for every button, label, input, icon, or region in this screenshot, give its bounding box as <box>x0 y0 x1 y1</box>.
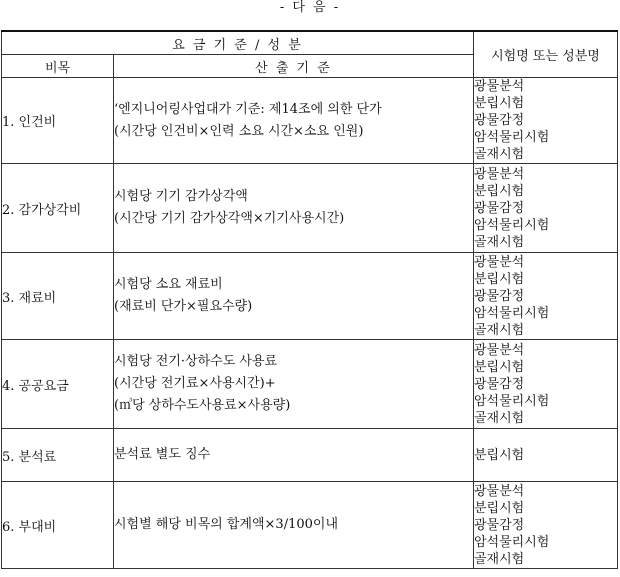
row-item: 5. 분석료 <box>2 429 114 482</box>
table-row <box>2 78 618 164</box>
test-name: 광물분석 <box>474 483 525 499</box>
fee-standard-table <box>1 30 618 569</box>
test-name: 광물감정 <box>474 376 525 392</box>
test-name: 골재시험 <box>474 147 525 162</box>
header-row-group <box>2 31 618 55</box>
test-name: 분립시험 <box>474 500 525 516</box>
row-basis <box>114 482 474 569</box>
test-name: 골재시험 <box>474 322 525 338</box>
test-name: 광물감정 <box>474 288 525 304</box>
test-name: 분립시험 <box>474 183 525 199</box>
test-name: 광물분석 <box>474 342 525 358</box>
row-basis <box>114 164 474 253</box>
test-name: 분립시험 <box>474 359 525 375</box>
test-name: 광물분석 <box>474 166 525 182</box>
test-name: 분립시험 <box>474 447 525 463</box>
row-item: 2. 감가상각비 <box>2 164 114 253</box>
basis-line: 시험당 소요 재료비 <box>114 277 223 292</box>
row-basis <box>114 429 474 482</box>
table-row <box>2 340 618 429</box>
basis-line: 시험당 전기·상하수도 사용료 <box>114 354 278 369</box>
test-name: 광물감정 <box>474 113 525 128</box>
test-name: 암석물리시험 <box>474 305 550 321</box>
basis-line: (시간당 기기 감가상각액×기기사용시간) <box>114 211 345 226</box>
test-name: 광물감정 <box>474 517 525 533</box>
test-name: 골재시험 <box>474 551 525 567</box>
table-row <box>2 253 618 340</box>
basis-line: (시간당 인건비×인력 소요 시간×소요 인원) <box>114 123 364 139</box>
table-row <box>2 164 618 253</box>
row-basis <box>114 253 474 340</box>
basis-line: 분석료 별도 징수 <box>114 447 211 462</box>
test-name: 광물분석 <box>474 254 525 270</box>
table-row <box>2 429 618 482</box>
test-name: 암석물리시험 <box>474 393 550 409</box>
test-name: 분립시험 <box>474 271 525 287</box>
basis-line: ‘엔지니어링사업대가 기준: 제14조에 의한 단가 <box>114 101 382 117</box>
row-basis <box>114 340 474 429</box>
header-item: 비목 <box>2 55 114 78</box>
row-tests <box>474 429 618 482</box>
test-name: 광물감정 <box>474 200 525 216</box>
row-basis <box>114 78 474 164</box>
row-item: 1. 인건비 <box>2 78 114 164</box>
test-name: 골재시험 <box>474 410 525 426</box>
test-name: 광물분석 <box>474 79 525 94</box>
test-name: 암석물리시험 <box>474 217 550 233</box>
row-item: 6. 부대비 <box>2 482 114 569</box>
test-name: 암석물리시험 <box>474 534 550 550</box>
table-row <box>2 482 618 569</box>
basis-line: 시험당 기기 감가상각액 <box>114 189 248 204</box>
row-item: 3. 재료비 <box>2 253 114 340</box>
test-name: 암석물리시험 <box>474 130 550 145</box>
row-item: 4. 공공요금 <box>2 340 114 429</box>
basis-line: (시간당 전기료×사용시간)+ <box>114 376 276 391</box>
test-name: 분립시험 <box>474 96 525 111</box>
row-tests <box>474 78 618 164</box>
row-tests <box>474 340 618 429</box>
basis-line: (㎥당 상하수도사용료×사용량) <box>114 398 291 413</box>
row-tests <box>474 164 618 253</box>
test-name: 골재시험 <box>474 234 525 250</box>
header-fee-standard: 요 금 기 준 / 성 분 <box>2 31 474 55</box>
row-tests <box>474 253 618 340</box>
header-test-name: 시험명 또는 성분명 <box>474 31 618 78</box>
document-caption: - 다 음 - <box>279 0 341 15</box>
basis-line: 시험별 해당 비목의 합계액×3/100이내 <box>114 517 339 532</box>
basis-line: (재료비 단가×필요수량) <box>114 299 253 314</box>
row-tests <box>474 482 618 569</box>
header-calculation-basis: 산 출 기 준 <box>114 55 474 78</box>
